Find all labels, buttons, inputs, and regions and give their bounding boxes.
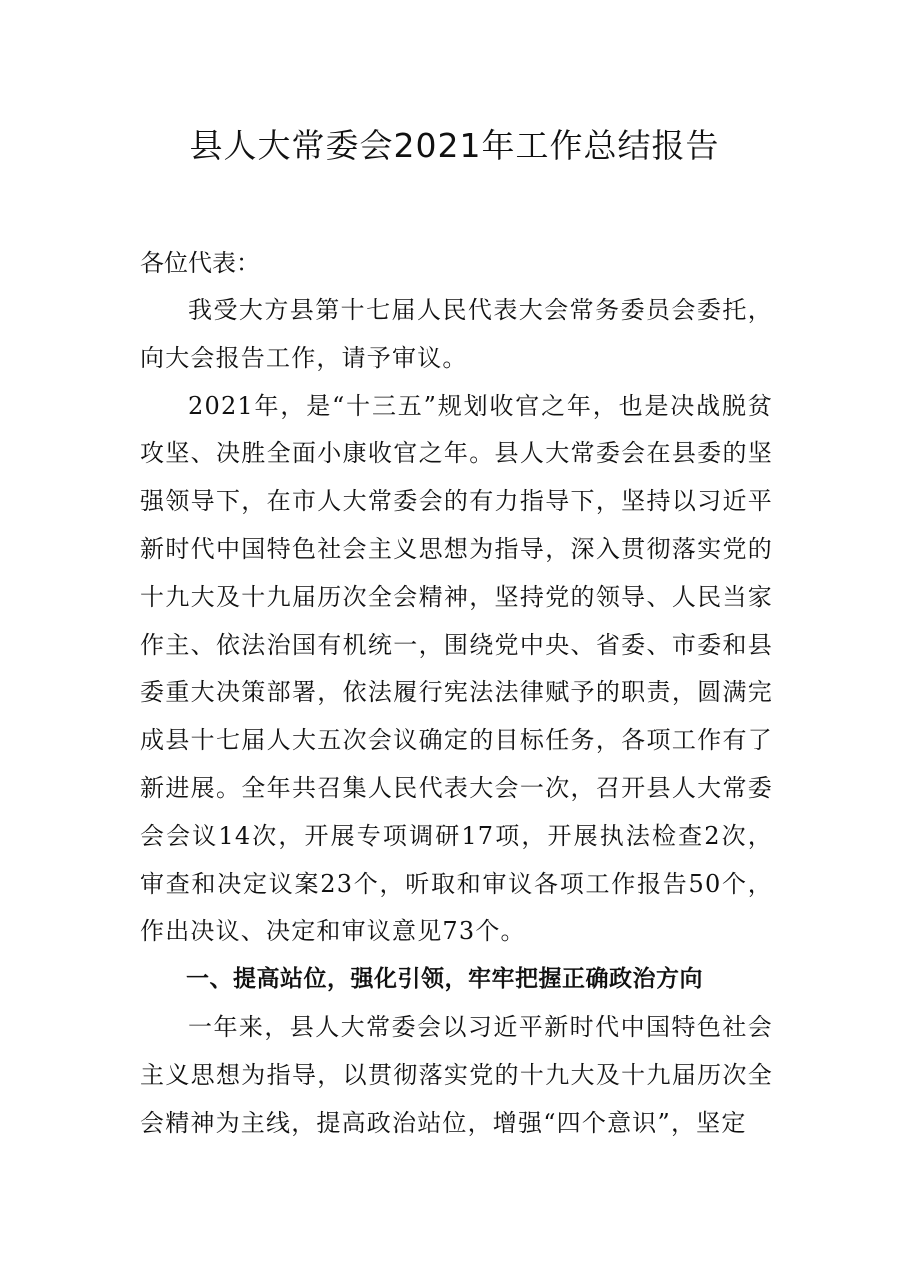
- document-body: [140, 240, 773, 1147]
- salutation: 各位代表：: [140, 249, 260, 277]
- document-title: 县人大常委会2021年工作总结报告: [189, 126, 720, 165]
- section-1-paragraph: 一年来，县人大常委会以习近平新时代中国特色社会主义思想为指导，以贯彻落实党的十九大及十九届历次全会精神为主线，提高政治站位，增强“四个意识”，坚定: [140, 1012, 773, 1137]
- paragraph-overview: 2021年，是“十三五”规划收官之年，也是决战脱贫攻坚、决胜全面小康收官之年。县人大常委会在县委的坚强领导下，在市人大常委会的有力指导下，坚持以习近平新时代中国特色社会主义思想为指导，深入贯彻落实党的十九大及十九届历次全会精神，坚持党的领导、人民当家作主、依法治国有机统一，围绕党中央、省委、市委和县委重大决策部署，依法履行宪法法律赋予的职责，圆满完成县十七届人大五次会议确定的目标任务，各项工作有了新进展。全年共召集人民代表大会一次，召开县人大常委会会议14次，开展专项调研17项，开展执法检查2次，审查和决定议案23个，听取和审议各项工作报告50个，作出决议、决定和审议意见73个。: [140, 391, 773, 946]
- section-heading-1: 一、提高站位，强化引领，牢牢把握正确政治方向: [186, 966, 703, 993]
- paragraph-entrustment: 我受大方县第十七届人民代表大会常务委员会委托，向大会报告工作，请予审议。: [140, 296, 773, 372]
